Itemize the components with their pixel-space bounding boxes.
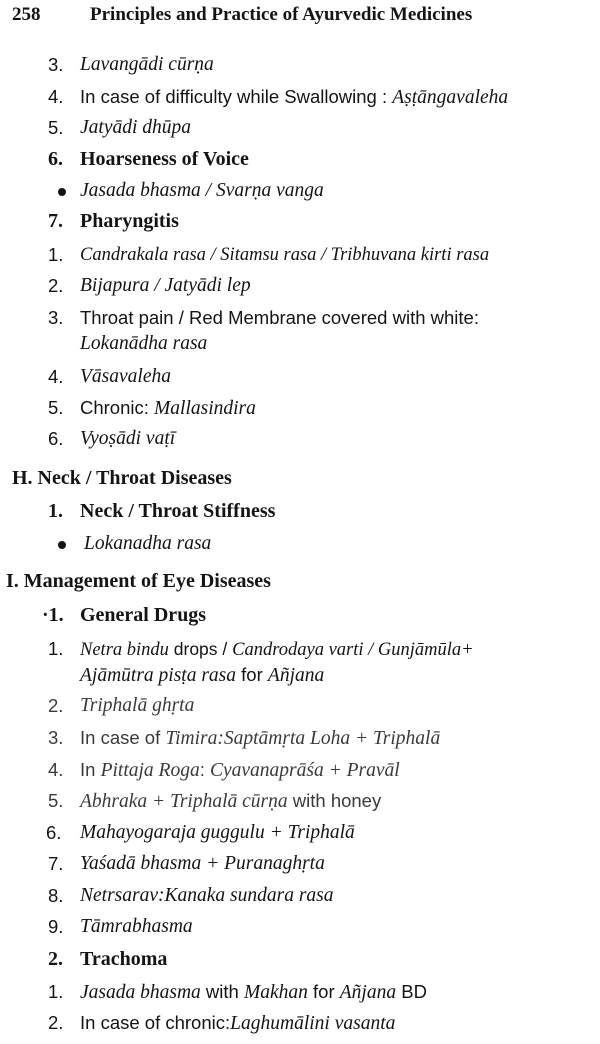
page-number: 258 (12, 4, 41, 25)
list-item: 7. Yaśadā bhasma + Puranaghṛta (48, 853, 325, 874)
bullet-icon (58, 188, 66, 196)
list-item: 4. Vāsavaleha (48, 366, 171, 387)
page-header (12, 4, 590, 32)
list-item: 5. Chronic: Mallasindira (48, 397, 256, 419)
list-item: 1. Candrakala rasa / Sitamsu rasa / Tribhuvana kirti rasa (48, 244, 490, 265)
list-item: 2. In case of chronic:Laghumālini vasanta (48, 1012, 396, 1034)
subheading: 6. Hoarseness of Voice (48, 148, 249, 170)
list-item: 6. Mahayogaraja guggulu + Triphalā (46, 822, 355, 843)
list-item: 3. In case of Timira:Saptāmṛta Loha + Triphalā (48, 727, 441, 749)
list-item: 1. Jasada bhasma with Makhan for Añjana BD (48, 981, 427, 1003)
bullet-item: Lokanadha rasa (0, 533, 600, 565)
bullet-item: Jasada bhasma / Svarṇa vanga (0, 180, 600, 212)
subheading: 2. Trachoma (48, 948, 168, 970)
list-item: 6. Vyoṣādi vaṭī (48, 428, 176, 449)
list-item: 4. In case of difficulty while Swallowing : Aṣṭāngavaleha (48, 86, 509, 108)
list-item: 5. Jatyādi dhūpa (48, 117, 192, 138)
list-item: 4. In Pittaja Roga: Cyavanaprāśa + Pravāl (48, 759, 400, 781)
list-item: 3. Throat pain / Red Membrane covered with white: Lokanādha rasa (48, 307, 479, 354)
list-item: 2. Triphalā ghṛta (48, 695, 195, 716)
bullet-icon (58, 541, 66, 549)
list-item: 3. Lavangādi cūrṇa (48, 54, 214, 75)
section-heading: H. Neck / Throat Diseases (12, 467, 232, 489)
subheading: ·1. General Drugs (42, 604, 207, 626)
list-item: 9. Tāmrabhasma (48, 916, 193, 937)
running-title: Principles and Practice of Ayurvedic Medicines (90, 4, 473, 25)
subheading: 7. Pharyngitis (48, 210, 179, 232)
list-item: 8. Netrsarav:Kanaka sundara rasa (48, 885, 334, 906)
subheading: 1. Neck / Throat Stiffness (48, 500, 276, 522)
list-item: 1. Netra bindu drops / Candrodaya varti / Gunjāmūla+ Ajāmūtra pisṭa rasa for Añjana (48, 638, 474, 686)
list-item: 5. Abhraka + Triphalā cūrṇa with honey (48, 790, 382, 812)
list-item: 2. Bijapura / Jatyādi lep (48, 275, 251, 296)
section-heading: I. Management of Eye Diseases (6, 570, 271, 592)
